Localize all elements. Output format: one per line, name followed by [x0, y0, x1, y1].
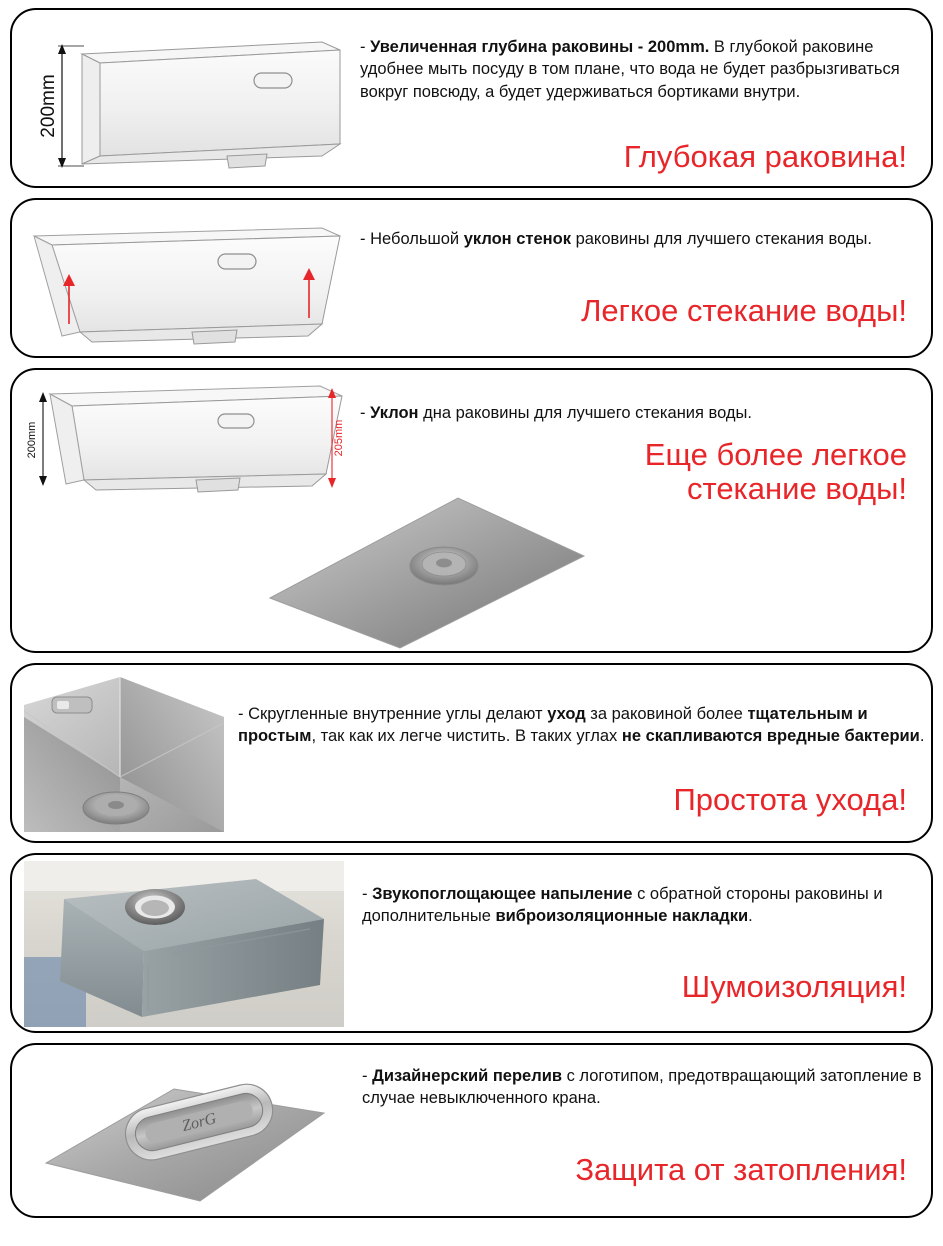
slogan-soundproofing: Шумоизоляция!	[681, 969, 907, 1004]
plain-text: Скругленные внутренние углы делают	[243, 705, 548, 723]
bullet-dash: -	[362, 885, 368, 903]
emphasis-text: Дизайнерский перелив	[372, 1067, 562, 1085]
feature-lead-bottom-slope: Уклон	[370, 404, 419, 422]
feature-rest-depth: В глубокой раковине удобнее мыть посуду в том плане, что вода не будет разбрызгиваться вокруг повсюду, а будет удерживаться бортиками внутри.	[360, 38, 900, 101]
slogan-depth: Глубокая раковина!	[623, 139, 907, 174]
feature-lead-depth: Увеличенная глубина раковины - 200mm.	[370, 38, 710, 56]
overflow-logo-text: ZorG	[180, 1110, 219, 1136]
overflow-photo	[24, 1055, 354, 1210]
bullet-dash: -	[362, 1067, 368, 1085]
sink-wall-slope-drawing	[22, 206, 352, 356]
feature-card-wall-slope	[10, 198, 933, 358]
plain-text: с обратной стороны раковины и дополнительные	[362, 885, 883, 926]
slogan-bottom-slope	[337, 438, 907, 506]
emphasis-text: тщательным и простым	[238, 705, 868, 746]
feature-rest-bottom-slope: дна раковины для лучшего стекания воды.	[418, 404, 753, 422]
bullet-dash: -	[238, 705, 244, 723]
dimension-label-right: 205mm	[333, 419, 345, 457]
emphasis-text: уход	[547, 705, 586, 723]
sink-depth-drawing	[22, 16, 352, 184]
rounded-corners-rich-text	[238, 705, 924, 745]
feature-card-depth	[10, 8, 933, 188]
feature-text-overflow	[362, 1065, 927, 1110]
plain-text: с логотипом, предотвращающий затопление в случае невыключенного крана.	[362, 1067, 922, 1108]
slogan-line-1: Еще более легкое	[644, 437, 907, 472]
feature-text-wall-slope	[360, 228, 920, 250]
feature-lead-wall-slope: уклон стенок	[463, 230, 571, 248]
dimension-label-left: 200mm	[26, 421, 38, 459]
feature-text-depth	[360, 36, 920, 103]
bullet-dash: -	[360, 404, 366, 422]
bullet-dash: -	[360, 230, 366, 248]
soundproofing-photo	[24, 861, 344, 1027]
sink-bottom-slope-drawing	[20, 376, 370, 506]
overflow-rich-text	[362, 1067, 922, 1107]
plain-text: , так как их легче чистить. В таких углах	[311, 727, 622, 746]
feature-text-soundproofing	[362, 883, 927, 928]
rounded-corner-photo	[24, 677, 224, 832]
feature-text-bottom-slope	[360, 402, 930, 424]
slogan-overflow: Защита от затопления!	[575, 1152, 907, 1187]
feature-card-rounded-corners	[10, 663, 933, 843]
slogan-rounded-corners: Простота ухода!	[673, 782, 907, 817]
plain-text: .	[748, 907, 753, 926]
bullet-dash: -	[360, 38, 366, 56]
slogan-line-2: стекание воды!	[686, 471, 907, 507]
feature-text-rounded-corners	[238, 703, 928, 748]
feature-rest-wall-slope: раковины для лучшего стекания воды.	[570, 230, 872, 248]
dimension-label-200mm: 200mm	[38, 74, 59, 138]
feature-card-overflow	[10, 1043, 933, 1218]
feature-card-soundproofing	[10, 853, 933, 1033]
feature-card-bottom-slope	[10, 368, 933, 653]
emphasis-text: виброизоляционные накладки	[495, 907, 749, 926]
emphasis-text: Звукопоглощающее напыление	[372, 885, 633, 903]
sink-bottom-photo	[262, 490, 592, 650]
slogan-wall-slope: Легкое стекание воды!	[581, 293, 907, 328]
plain-text: за раковиной более	[585, 705, 748, 723]
feature-pre-wall-slope: Небольшой	[365, 230, 464, 248]
soundproofing-rich-text	[362, 885, 883, 925]
plain-text: .	[919, 727, 925, 746]
emphasis-text: не скапливаются вредные бактерии	[621, 727, 920, 746]
